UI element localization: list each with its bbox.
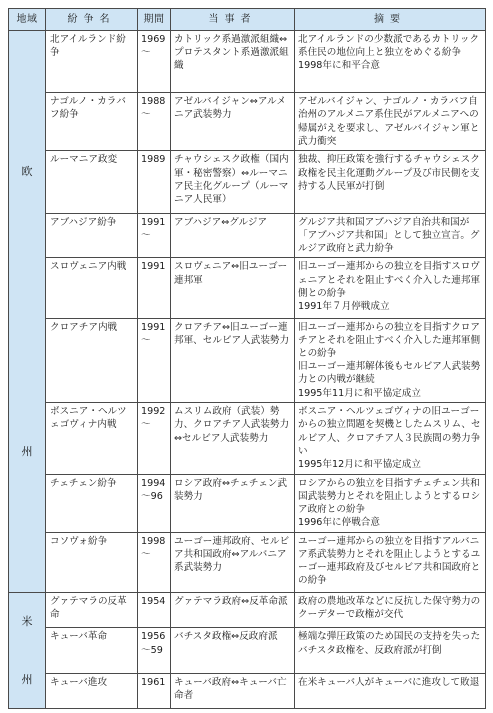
period-line: 1954 [141,596,166,607]
table-row [9,474,486,532]
period-line: 〜 [141,229,151,241]
table-row [9,628,486,673]
conflict-parties: アブハジア⇔グルジア [171,213,295,258]
conflict-name: ボスニア・ヘルツェゴヴィナ内戦 [46,403,138,474]
period-line: 〜59 [141,644,163,656]
period-line: 1991 [141,216,166,228]
conflict-parties: スロヴェニア⇔旧ユーゴー連邦軍 [171,258,295,318]
summary-line: 旧ユーゴー連邦からの独立を目指すスロヴェニアとそれを阻止すべく介入した連邦軍側との紛争 [298,261,481,299]
conflict-summary [295,213,486,258]
conflict-name: アブハジア紛争 [46,213,138,258]
region-char: 州 [21,672,33,686]
conflict-table-container [8,8,485,709]
header-parties: 当事者 [171,9,295,31]
summary-line: グルジア共和国アブハジア自治共和国が「アブハジア共和国」として独立宣言。グルジア政府と武力紛争 [298,216,480,254]
conflict-summary [295,151,486,213]
conflict-parties: バチスタ政権⇔反政府派 [171,628,295,673]
header-region: 地域 [9,9,46,31]
region-char: 欧 [21,164,33,178]
conflict-summary [295,474,486,532]
period-line: 1961 [141,676,166,688]
conflict-name: ルーマニア政変 [46,151,138,213]
conflict-parties: キューバ政府⇔キューバ亡命者 [171,673,295,708]
period-line: 1994 [141,477,166,489]
table-row [9,93,486,151]
period-line: 〜 [141,334,151,346]
summary-line: 1998年に和平合意 [298,60,380,72]
summary-line: ボスニア・ヘルツェゴヴィナの旧ユーゴーからの独立問題を契機としたムスリム、セルビア人、クロアチア人３民族間の勢力争い [298,406,481,457]
conflict-parties: ロシア政府⇔チェチェン武装勢力 [171,474,295,532]
period-line: 1988 [141,96,166,108]
table-row [9,532,486,592]
conflict-parties: アゼルバイジャン⇔アルメニア武装勢力 [171,93,295,151]
summary-line: 極端な弾圧政策のため国民の支持を失ったバチスタ政権を、反政府派が打倒 [298,631,481,656]
summary-line: 旧ユーゴー連邦解体後もセルビア人武装勢力との内戦が継続 [298,361,481,386]
period-line: 〜96 [141,490,163,502]
table-body [9,31,486,709]
conflict-period [138,673,171,708]
conflict-name: グァテマラの反革命 [46,593,138,628]
conflict-parties: カトリック系過激派組織⇔プロテスタント系過激派組織 [171,31,295,93]
conflict-period [138,93,171,151]
conflict-period [138,258,171,318]
conflict-summary [295,93,486,151]
period-line: 1969 [141,34,166,45]
conflict-summary [295,593,486,628]
conflict-period [138,532,171,592]
conflict-summary [295,403,486,474]
conflict-parties: チャウシェスク政権（国内軍・秘密警察）⇔ルーマニア民主化グループ（ルーマニア人民軍） [171,151,295,213]
conflict-period [138,403,171,474]
conflict-name: キューバ革命 [46,628,138,673]
conflict-summary [295,318,486,403]
conflict-name: コソヴォ紛争 [46,532,138,592]
conflict-name: チェチェン紛争 [46,474,138,532]
table-row [9,31,486,93]
conflict-period [138,474,171,532]
conflict-period [138,593,171,628]
period-line: 〜 [141,548,151,560]
conflict-table [8,8,486,709]
table-row [9,593,486,628]
summary-line: 政府の農地改革などに反抗した保守勢力のクーデターで政権が交代 [298,596,481,621]
period-line: 1991 [141,321,166,333]
region-cell [9,593,46,709]
period-line: 1992 [141,406,166,418]
period-line: 1956 [141,631,166,643]
conflict-summary [295,258,486,318]
conflict-summary [295,31,486,93]
summary-line: 北アイルランドの少数派であるカトリック系住民の地位向上と独立をめぐる紛争 [298,34,480,59]
period-line: 〜 [141,109,151,121]
table-row [9,258,486,318]
conflict-summary [295,628,486,673]
conflict-parties: グァテマラ政府⇔反革命派 [171,593,295,628]
table-row [9,318,486,403]
summary-line: 在米キューバ人がキューバに進攻して敗退 [298,676,480,688]
region-char: 米 [21,615,33,629]
conflict-summary [295,532,486,592]
period-line: 1998 [141,535,166,547]
summary-line: ロシアからの独立を目指すチェチェン共和国武装勢力とそれを阻止しようとするロシア政府との紛争 [298,477,481,515]
period-line: 1991 [141,261,166,273]
summary-line: 独裁、抑圧政策を強行するチャウシェスク政権を民主化運動グループ及び市民側を支持する人民軍が打倒 [298,154,480,192]
conflict-name: スロヴェニア内戦 [46,258,138,318]
table-header-row [9,9,486,31]
table-row [9,151,486,213]
table-row [9,403,486,474]
summary-line: アゼルバイジャン、ナゴルノ・カラバフ自治州のアルメニア系住民がアルメニアへの帰属がえを要求し、アゼルバイジャン軍と武力衝突 [298,96,480,147]
conflict-parties: ユーゴー連邦政府、セルビア共和国政府⇔アルバニア系武装勢力 [171,532,295,592]
summary-line: 旧ユーゴー連邦からの独立を目指すクロアチアとそれを阻止すべく介入した連邦軍側との紛争 [298,321,481,360]
summary-line: 1996年に停戦合意 [298,517,380,529]
conflict-name: クロアチア内戦 [46,318,138,403]
conflict-name: 北アイルランド紛争 [46,31,138,93]
summary-line: 1995年12月に和平協定成立 [298,459,421,471]
period-line: 1989 [141,154,166,166]
summary-line: 1995年11月に和平協定成立 [298,387,421,399]
conflict-name: ナゴルノ・カラバフ紛争 [46,93,138,151]
table-row [9,213,486,258]
conflict-summary [295,673,486,708]
table-row [9,673,486,708]
conflict-name: キューバ進攻 [46,673,138,708]
conflict-period [138,213,171,258]
conflict-parties: ムスリム政府（武装）勢力、クロアチア人武装勢力⇔セルビア人武装勢力 [171,403,295,474]
conflict-period [138,151,171,213]
region-char: 州 [21,445,33,459]
conflict-parties: クロアチア⇔旧ユーゴー連邦軍、セルビア人武装勢力 [171,318,295,403]
conflict-period [138,318,171,403]
period-line: 〜 [141,419,151,431]
summary-line: ユーゴー連邦からの独立を目指すアルバニア系武装勢力とそれを阻止しようとするユーゴー連邦政府及びセルビア共和国政府との紛争 [298,535,481,587]
summary-line: 1991年７月停戦成立 [298,301,390,312]
header-name: 紛争名 [46,9,138,31]
header-period: 期間 [138,9,171,31]
conflict-period [138,628,171,673]
header-summary: 摘要 [295,9,486,31]
region-cell [9,31,46,593]
period-line: 〜 [141,47,151,59]
conflict-period [138,31,171,93]
